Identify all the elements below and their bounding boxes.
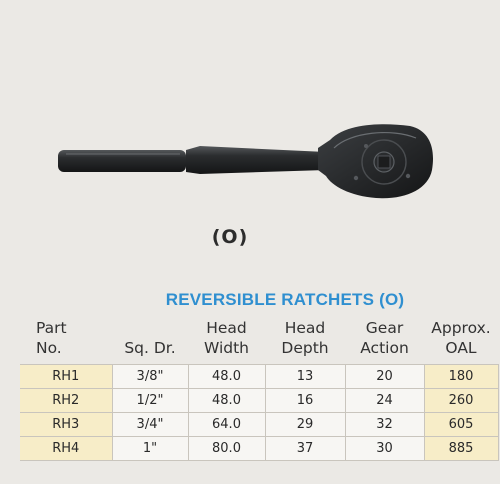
cell-gear-action: 30 (345, 437, 424, 461)
table-row (20, 389, 498, 413)
header-approx-oal: Approx. OAL (431, 319, 491, 357)
cell-head-width: 48.0 (188, 389, 265, 413)
cell-part-no: RH1 (20, 365, 112, 389)
cell-head-depth: 37 (265, 437, 345, 461)
cell-gear-action: 20 (345, 365, 424, 389)
cell-head-width: 80.0 (188, 437, 265, 461)
cell-sq-dr: 3/4" (112, 413, 188, 437)
cell-part-no: RH3 (20, 413, 112, 437)
cell-head-depth: 16 (265, 389, 345, 413)
header-head-width: Head Width (203, 319, 250, 357)
header-head-depth: Head Depth (281, 319, 329, 357)
table-row (20, 413, 498, 437)
cell-gear-action: 32 (345, 413, 424, 437)
table-row (20, 437, 498, 461)
model-callout: (O) (211, 226, 249, 248)
ratchet-photo (0, 0, 500, 230)
header-gear-action: Gear Action (360, 319, 409, 357)
spec-table (20, 316, 499, 461)
cell-sq-dr: 1" (112, 437, 188, 461)
cell-head-width: 48.0 (188, 365, 265, 389)
cell-approx-oal: 180 (424, 365, 498, 389)
cell-head-depth: 13 (265, 365, 345, 389)
cell-head-width: 64.0 (188, 413, 265, 437)
cell-gear-action: 24 (345, 389, 424, 413)
cell-approx-oal: 605 (424, 413, 498, 437)
cell-part-no: RH4 (20, 437, 112, 461)
cell-approx-oal: 260 (424, 389, 498, 413)
cell-head-depth: 29 (265, 413, 345, 437)
header-sq-dr: Sq. Dr. (124, 339, 176, 357)
table-title: REVERSIBLE RATCHETS (O) (165, 290, 405, 309)
cell-approx-oal: 885 (424, 437, 498, 461)
cell-sq-dr: 1/2" (112, 389, 188, 413)
header-row (20, 316, 498, 365)
cell-sq-dr: 3/8" (112, 365, 188, 389)
header-part-no: Part No. (36, 319, 67, 357)
table-row (20, 365, 498, 389)
cell-part-no: RH2 (20, 389, 112, 413)
